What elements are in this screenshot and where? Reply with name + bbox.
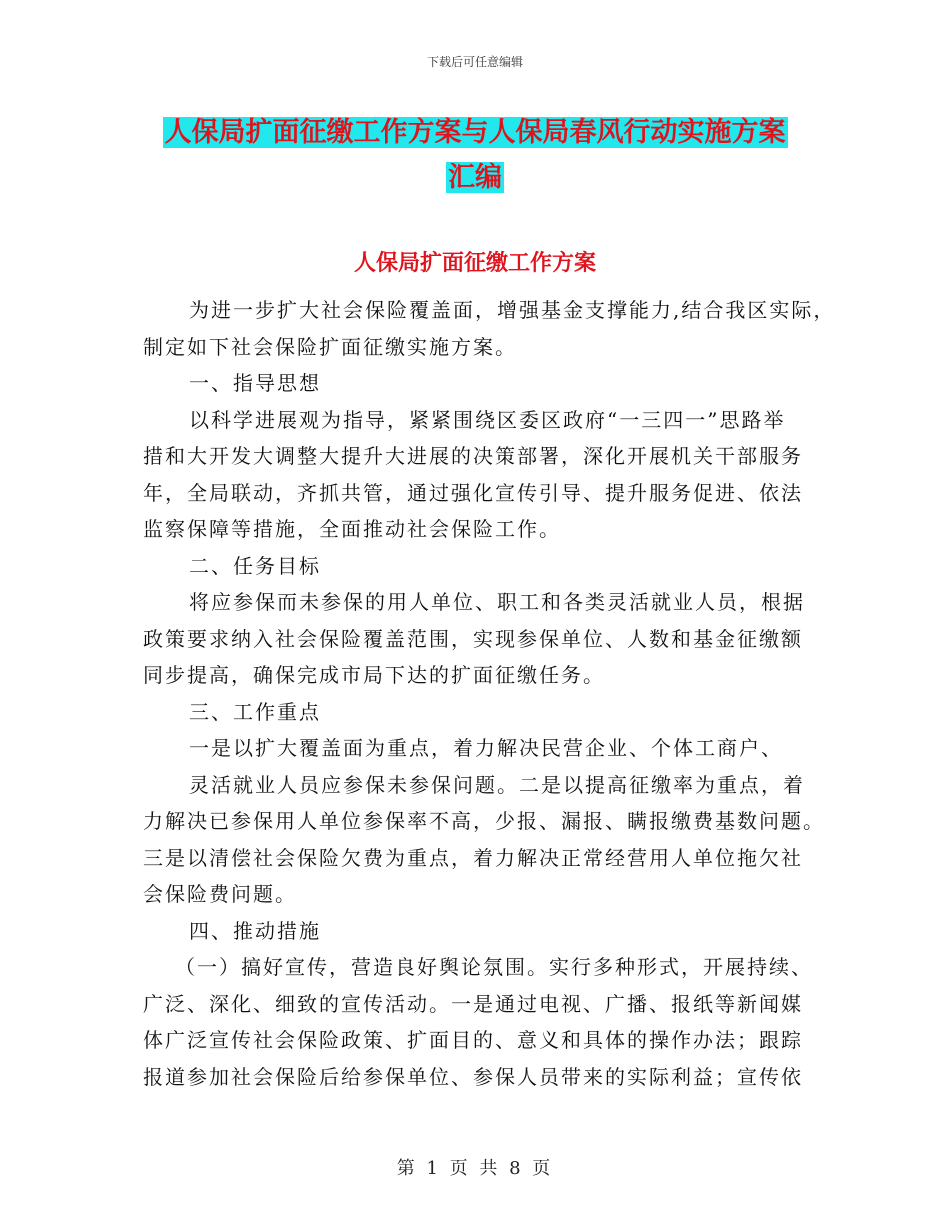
body-line: 年，全局联动，齐抓共管，通过强化宣传引导、提升服务促进、依法 xyxy=(143,480,803,505)
body-line: 监察保障等措施，全面推动社会保险工作。 xyxy=(143,517,561,541)
body-line: 措和大开发大调整大提升大进展的决策部署，深化开展机关干部服务 xyxy=(143,444,803,468)
page-header-note: 下载后可任意编辑 xyxy=(426,55,523,69)
title-line-1: 人保局扩面征缴工作方案与人保局春风行动实施方案 xyxy=(164,117,786,148)
body-line: 一是以扩大覆盖面为重点，着力解决民营企业、个体工商户、 xyxy=(189,736,783,760)
body-line: （一）搞好宣传，营造良好舆论氛围。实行多种形式，开展持续、 xyxy=(175,955,813,979)
body-line: 三是以清偿社会保险欠费为重点，着力解决正常经营用人单位拖欠社 xyxy=(143,845,803,870)
body-line: 政策要求纳入社会保险覆盖范围，实现参保单位、人数和基金征缴额 xyxy=(143,626,803,651)
section-heading: 一、指导思想 xyxy=(189,371,321,395)
page-footer: 第 1 页 共 8 页 xyxy=(396,1158,554,1179)
body-line: 同步提高，确保完成市局下达的扩面征缴任务。 xyxy=(143,663,605,687)
body-line: 报道参加社会保险后给参保单位、参保人员带来的实际利益；宣传依 xyxy=(143,1064,803,1089)
title-line-2: 汇编 xyxy=(448,162,502,193)
document-body xyxy=(143,292,836,1095)
body-line: 将应参保而未参保的用人单位、职工和各类灵活就业人员，根据 xyxy=(189,590,805,614)
body-line: 制定如下社会保险扩面征缴实施方案。 xyxy=(143,334,517,359)
section-heading: 四、推动措施 xyxy=(189,918,321,943)
section-title: 人保局扩面征缴工作方案 xyxy=(353,250,596,276)
body-line: 以科学进展观为指导，紧紧围绕区委区政府“一三四一”思路举 xyxy=(189,407,786,432)
body-line: 会保险费问题。 xyxy=(143,882,297,906)
body-line: 灵活就业人员应参保未参保问题。二是以提高征缴率为重点，着 xyxy=(189,772,805,797)
section-heading: 三、工作重点 xyxy=(189,699,321,724)
body-line: 力解决已参保用人单位参保率不高，少报、漏报、瞒报缴费基数问题。 xyxy=(143,809,825,833)
document-title xyxy=(0,110,950,200)
body-line: 为进一步扩大社会保险覆盖面，增强基金支撑能力,结合我区实际， xyxy=(189,298,836,322)
body-line: 体广泛宣传社会保险政策、扩面目的、意义和具体的操作办法；跟踪 xyxy=(143,1028,803,1052)
section-heading: 二、任务目标 xyxy=(189,553,321,578)
body-line: 广泛、深化、细致的宣传活动。一是通过电视、广播、报纸等新闻媒 xyxy=(143,991,803,1016)
